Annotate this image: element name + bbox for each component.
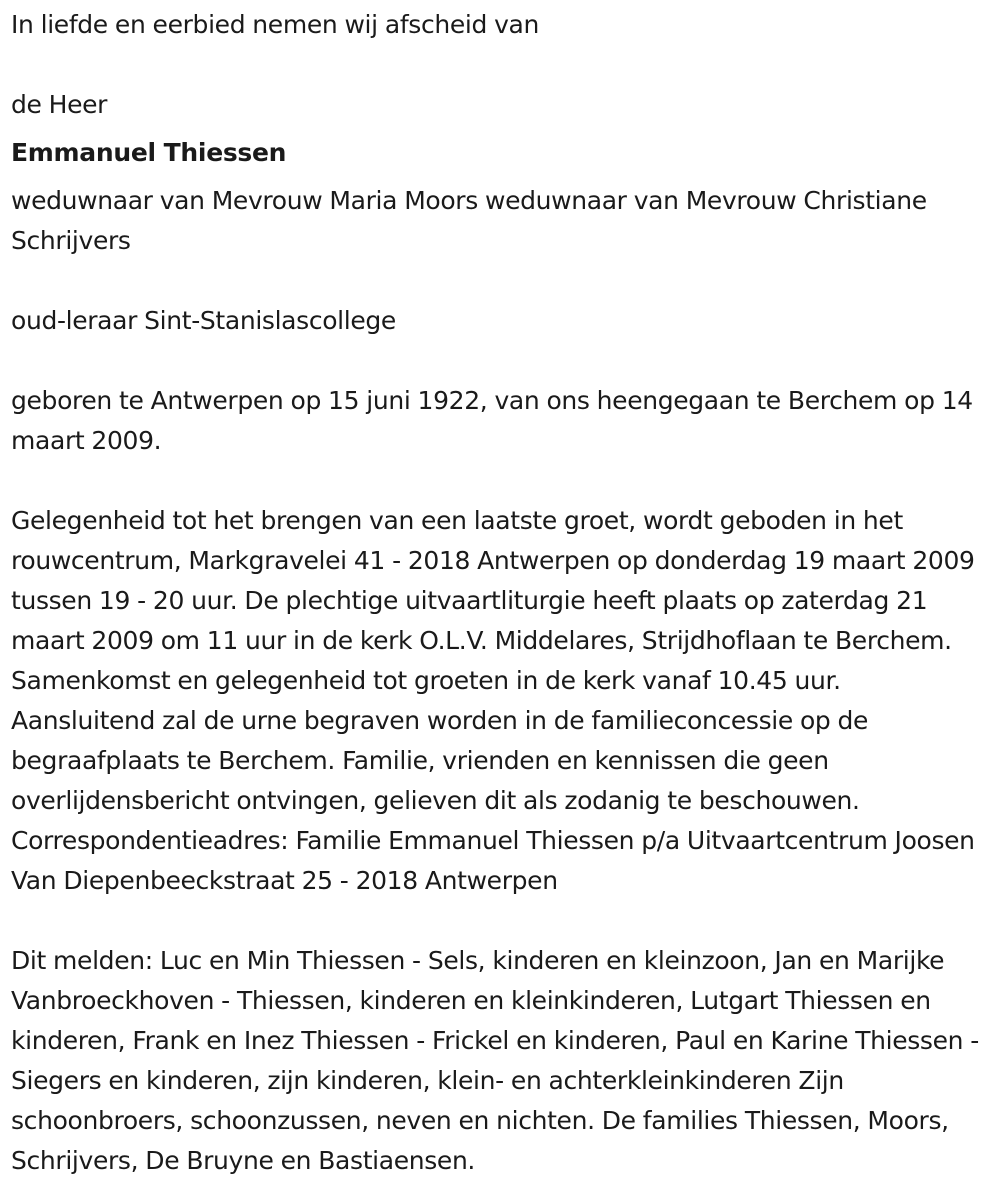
deceased-name: Emmanuel Thiessen xyxy=(11,138,287,167)
announcers-text: Dit melden: Luc en Min Thiessen - Sels, kinderen en kleinzoon, Jan en Marijke Vanbroeckhoven - Thiessen, kinderen en kleinkinderen, Lutgart Thiessen en kinderen, Frank en Inez Thiessen - Frickel en kinderen, Paul en Karine Thiessen - Siegers en kinderen, zijn kinderen, klein- en achterkleinkinderen Zijn schoonbroers, schoonzussen, neven en nichten. De families Thiessen, Moors, Schrijvers, De Bruyne en Bastiaensen. xyxy=(11,946,979,1175)
honorific-title: de Heer xyxy=(11,90,108,119)
spacer xyxy=(11,901,989,941)
intro-text: In liefde en eerbied nemen wij afscheid van xyxy=(11,10,539,39)
occupation-text: oud-leraar Sint-Stanislascollege xyxy=(11,306,396,335)
spacer xyxy=(11,261,989,301)
ceremony-text: Gelegenheid tot het brengen van een laatste groet, wordt geboden in het rouwcentrum, Markgravelei 41 - 2018 Antwerpen op donderdag 19 maart 2009 tussen 19 - 20 uur. De plechtige uitvaartliturgie heeft plaats op zaterdag 21 maart 2009 om 11 uur in de kerk O.L.V. Middelares, Strijdhoflaan te Berchem. Samenkomst en gelegenheid tot groeten in de kerk vanaf 10.45 uur. Aansluitend zal de urne begraven worden in de familieconcessie op de begraafplaats te Berchem. Familie, vrienden en kennissen die geen overlijdensbericht ontvingen, gelieven dit als zodanig te beschouwen. Correspondentieadres: Familie Emmanuel Thiessen p/a Uitvaartcentrum Joosen Van Diepenbeeckstraat 25 - 2018 Antwerpen xyxy=(11,506,975,895)
widower-text: weduwnaar van Mevrouw Maria Moors weduwnaar van Mevrouw Christiane Schrijvers xyxy=(11,186,927,255)
spacer xyxy=(11,173,989,181)
spacer xyxy=(11,45,989,85)
spacer xyxy=(11,341,989,381)
spacer xyxy=(11,461,989,501)
birth-death-text: geboren te Antwerpen op 15 juni 1922, van ons heengegaan te Berchem op 14 maart 2009. xyxy=(11,386,973,455)
spacer xyxy=(11,125,989,133)
